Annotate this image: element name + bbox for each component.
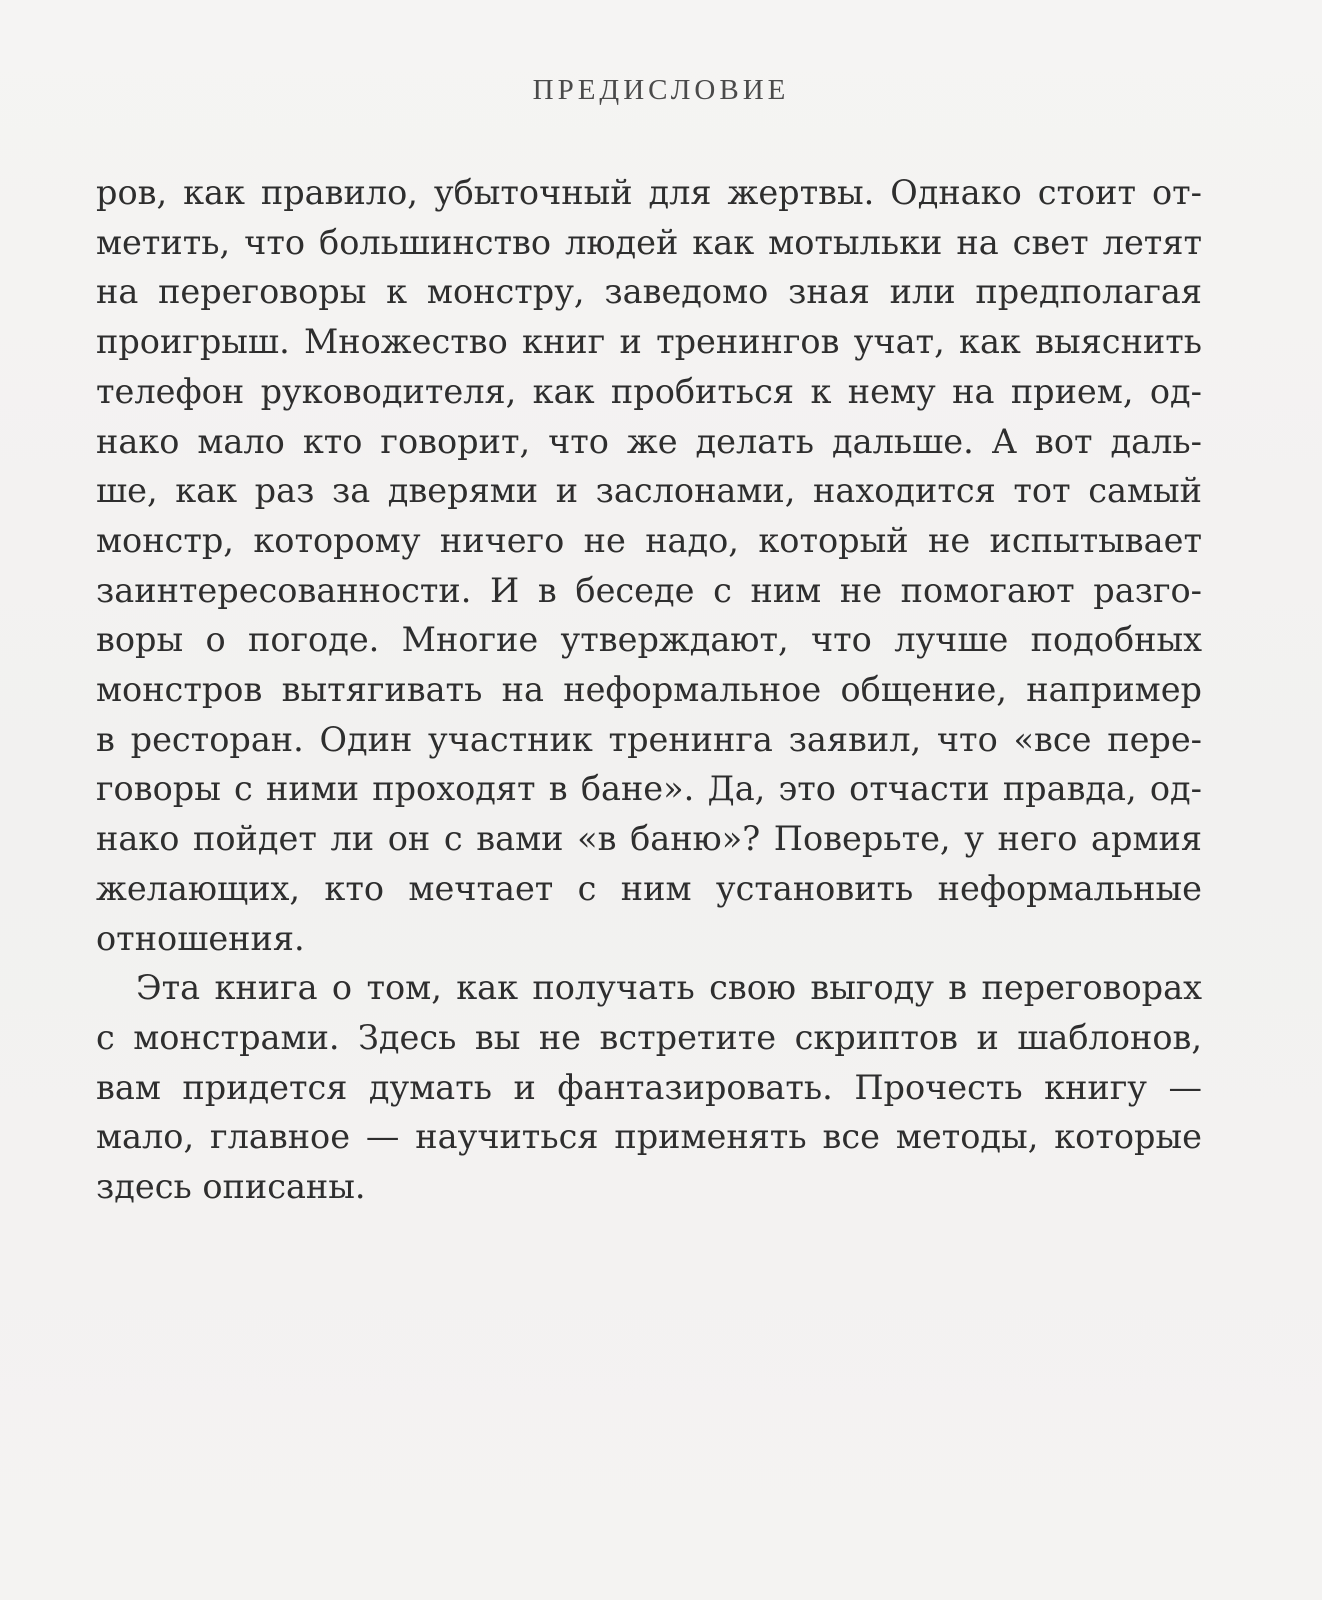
text-line: Эта книга о том, как получать свою выгоду в переговорах xyxy=(136,968,1202,1008)
text-line: говоры с ними проходят в бане». Да, это отчасти правда, од- xyxy=(96,769,1202,809)
text-line: воры о погоде. Многие утверждают, что лучше подобных xyxy=(96,620,1202,660)
body-text xyxy=(96,168,1202,1212)
text-line: нако мало кто говорит, что же делать дальше. А вот даль- xyxy=(96,421,1202,461)
text-line: нако пойдет ли он с вами «в баню»? Поверьте, у него армия xyxy=(96,819,1202,859)
text-line: ше, как раз за дверями и заслонами, находится тот самый xyxy=(96,471,1202,511)
text-line: монстров вытягивать на неформальное общение, например xyxy=(96,670,1202,710)
text-line: монстр, которому ничего не надо, который не испытывает xyxy=(96,520,1202,560)
text-line: с монстрами. Здесь вы не встретите скриптов и шаблонов, xyxy=(96,1017,1202,1057)
text-line: заинтересованности. И в беседе с ним не помогают разго- xyxy=(96,570,1202,610)
text-line: отношения. xyxy=(96,918,305,958)
text-line: ров, как правило, убыточный для жертвы. Однако стоит от- xyxy=(96,173,1202,212)
text-line: вам придется думать и фантазировать. Прочесть книгу — xyxy=(96,1067,1202,1107)
running-head: ПРЕДИСЛОВИЕ xyxy=(532,74,790,106)
text-line: здесь описаны. xyxy=(96,1167,366,1207)
text-line: в ресторан. Один участник тренинга заявил, что «все пере- xyxy=(96,719,1202,759)
text-line: проигрыш. Множество книг и тренингов учат, как выяснить xyxy=(96,322,1202,362)
text-line: метить, что большинство людей как мотыльки на свет летят xyxy=(96,222,1202,262)
text-line: мало, главное — научиться применять все методы, которые xyxy=(96,1117,1202,1157)
text-line: желающих, кто мечтает с ним установить неформальные xyxy=(96,868,1202,908)
text-line: телефон руководителя, как пробиться к нему на прием, од- xyxy=(96,371,1202,411)
text-line: на переговоры к монстру, заведомо зная или предполагая xyxy=(96,272,1202,312)
